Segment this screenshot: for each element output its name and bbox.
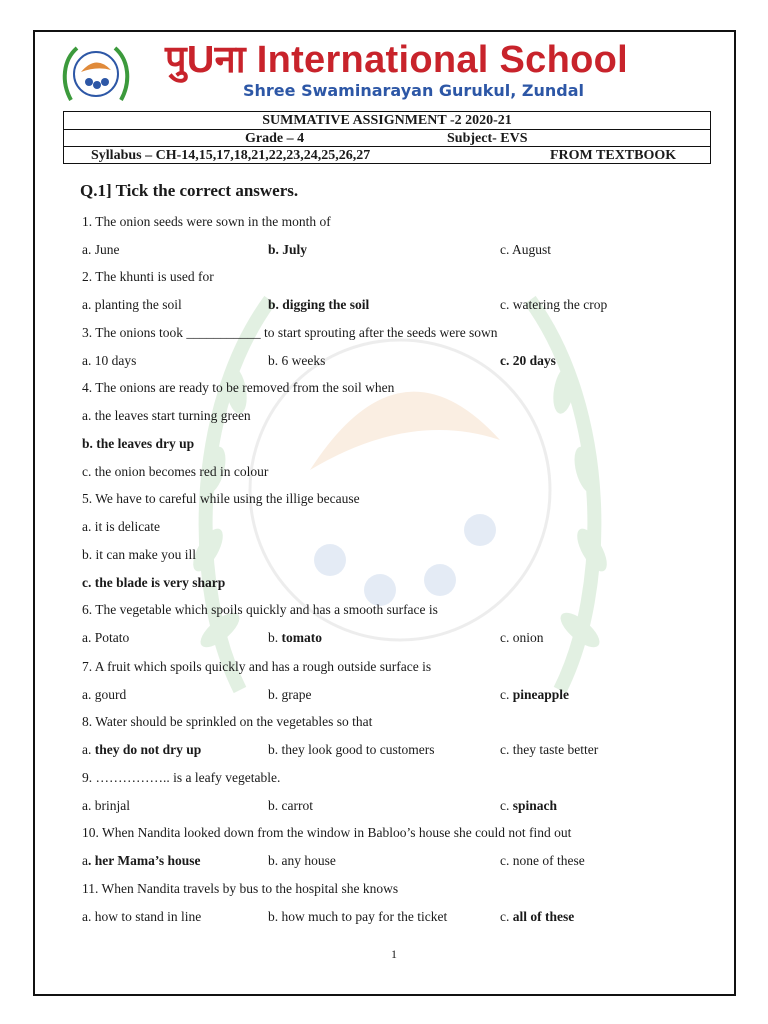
option-c: c. the onion becomes red in colour [82, 464, 269, 479]
assignment-title-row [64, 112, 710, 129]
question-text: 2. The khunti is used for [82, 269, 214, 284]
question-text: 1. The onion seeds were sown in the month of [82, 214, 331, 229]
option-c: c. none of these [500, 853, 585, 868]
option-b-correct: b. July [268, 242, 308, 257]
page-number: 1 [391, 947, 397, 961]
option-b: b. any house [268, 853, 336, 868]
option-b: b. 6 weeks [268, 353, 326, 368]
subject-label: Subject- EVS [447, 131, 528, 146]
option-b: b. carrot [268, 798, 313, 813]
school-name: पुUना International School [165, 39, 628, 81]
option-a-correct: a. her Mama’s house [82, 853, 201, 868]
option-b: b. grape [268, 687, 312, 702]
grade-subject-row [64, 129, 710, 146]
option-a: a. how to stand in line [82, 909, 202, 924]
school-subtitle: Shree Swaminarayan Gurukul, Zundal [243, 81, 584, 100]
option-c: c. onion [500, 630, 544, 645]
option-a: a. 10 days [82, 353, 137, 368]
option-a: a. planting the soil [82, 297, 182, 312]
option-a: a. Potato [82, 630, 130, 645]
option-a: a. gourd [82, 687, 127, 702]
syllabus-row [64, 146, 710, 163]
school-logo-icon [61, 42, 131, 108]
option-b: b. how much to pay for the ticket [268, 909, 448, 924]
grade-label: Grade – 4 [245, 131, 305, 146]
option-c-correct: c. all of these [500, 909, 575, 924]
option-a: a. the leaves start turning green [82, 408, 251, 423]
option-c: c. August [500, 242, 552, 257]
option-b-correct: b. the leaves dry up [82, 436, 195, 451]
question-text: 8. Water should be sprinkled on the vegetables so that [82, 714, 373, 729]
assignment-info-table [63, 111, 711, 164]
syllabus-label: Syllabus – CH-14,15,17,18,21,22,23,24,25,26,27 [91, 148, 371, 163]
option-c-correct: c. spinach [500, 798, 558, 813]
option-b-correct: b. digging the soil [268, 297, 370, 312]
question-text: 4. The onions are ready to be removed from the soil when [82, 380, 395, 395]
option-c: c. watering the crop [500, 297, 608, 312]
option-c: c. they taste better [500, 742, 599, 757]
option-b: b. they look good to customers [268, 742, 435, 757]
question-text: 11. When Nandita travels by bus to the hospital she knows [82, 881, 399, 896]
option-b: b. it can make you ill [82, 547, 196, 562]
question-text: 9. …………….. is a leafy vegetable. [82, 770, 281, 785]
option-a: a. it is delicate [82, 519, 160, 534]
source-label: FROM TEXTBOOK [550, 148, 677, 163]
option-a-correct: a. they do not dry up [82, 742, 202, 757]
option-c-correct: c. 20 days [500, 353, 556, 368]
question-text: 6. The vegetable which spoils quickly and has a smooth surface is [82, 602, 438, 617]
section-heading: Q.1] Tick the correct answers. [80, 181, 299, 200]
option-b-correct: b. tomato [268, 630, 322, 645]
option-c-correct: c. the blade is very sharp [82, 575, 226, 590]
question-text: 10. When Nandita looked down from the window in Babloo’s house she could not find out [82, 825, 572, 840]
assignment-title: SUMMATIVE ASSIGNMENT -2 2020-21 [262, 113, 512, 128]
question-text: 3. The onions took ___________ to start sprouting after the seeds were sown [82, 325, 498, 340]
option-a: a. June [82, 242, 120, 257]
question-text: 7. A fruit which spoils quickly and has a rough outside surface is [82, 659, 432, 674]
option-c-correct: c. pineapple [500, 687, 570, 702]
option-a: a. brinjal [82, 798, 130, 813]
question-text: 5. We have to careful while using the illige because [82, 491, 360, 506]
